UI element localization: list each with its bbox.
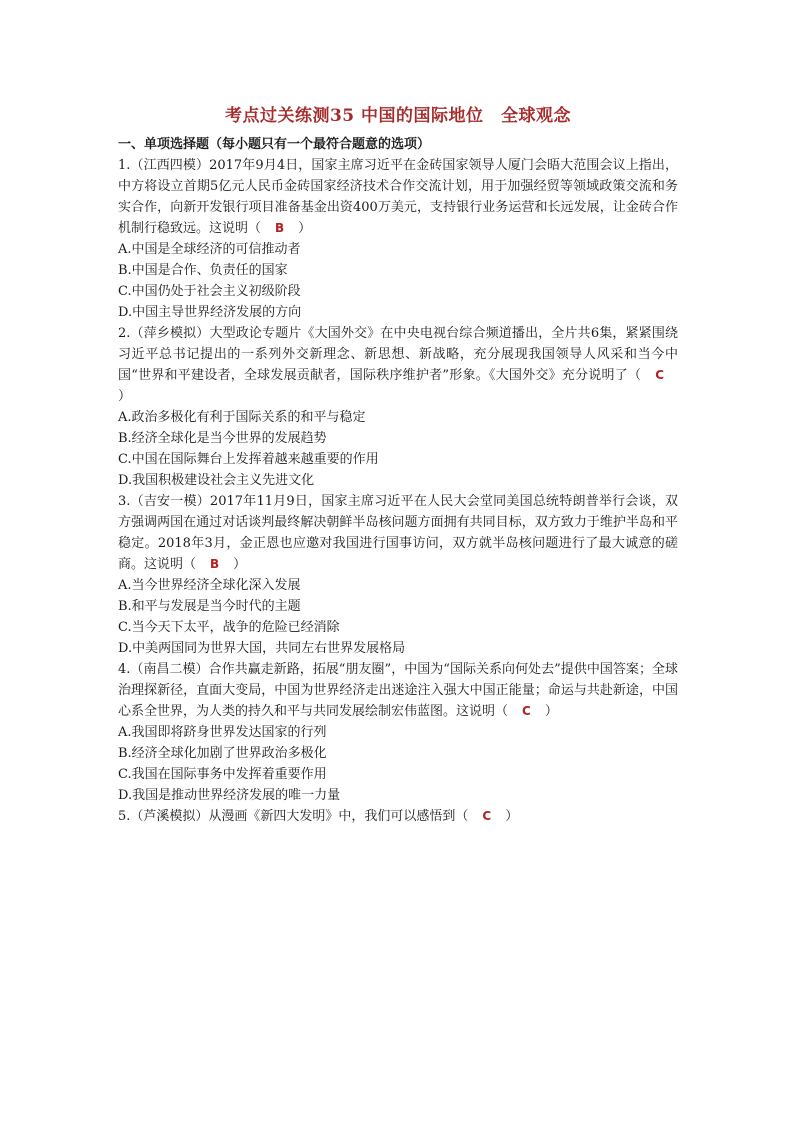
option-a: A.政治多极化有利于国际关系的和平与稳定 bbox=[118, 410, 366, 425]
question-stem-text: 4.（南昌二模）合作共赢走新路，拓展“朋友圈”，中国为“国际关系向何处去”提供中国答案；全球治理探新径，直面大变局，中国为世界经济走出迷途注入强大中国正能量；命运与共赴新途，中国心系全世界，为人类的持久和平与共同发展绘制宏伟蓝图。这说明（ bbox=[118, 662, 678, 719]
answer-mark: B bbox=[210, 557, 220, 571]
question-3 bbox=[118, 491, 678, 659]
question-stem bbox=[118, 806, 678, 827]
option-b: B.和平与发展是当今时代的主题 bbox=[118, 599, 301, 614]
question-stem-close: ） bbox=[233, 557, 247, 572]
question-stem bbox=[118, 323, 678, 407]
option-a: A.当今世界经济全球化深入发展 bbox=[118, 578, 301, 593]
option-b: B.经济全球化是当今世界的发展趋势 bbox=[118, 431, 327, 446]
question-stem-text: 1.（江西四模）2017年9月4日，国家主席习近平在金砖国家领导人厦门会晤大范围会议上指出，中方将设立首期5亿元人民币金砖国家经济技术合作交流计划，用于加强经贸等领域政策交流和务实合作，向新开发银行项目准备基金出资400万美元，支持银行业务运营和长远发展，让金砖合作机制行稳致远。这说明（ bbox=[118, 158, 678, 236]
question-stem-text: 5.（芦溪模拟）从漫画《新四大发明》中，我们可以感悟到（ bbox=[118, 809, 469, 824]
question-stem-close: ） bbox=[298, 221, 312, 236]
option-c: C.当今天下太平，战争的危险已经消除 bbox=[118, 620, 340, 635]
option-list bbox=[118, 407, 678, 491]
answer-mark: C bbox=[482, 809, 492, 823]
question-stem bbox=[118, 659, 678, 722]
section-heading: 一、单项选择题（每小题只有一个最符合题意的选项） bbox=[118, 137, 431, 152]
option-b: B.经济全球化加剧了世界政治多极化 bbox=[118, 746, 327, 761]
option-c: C.我国在国际事务中发挥着重要作用 bbox=[118, 767, 327, 782]
option-a: A.我国即将跻身世界发达国家的行列 bbox=[118, 725, 327, 740]
option-d: D.中国主导世界经济发展的方向 bbox=[118, 305, 302, 320]
option-d: D.我国积极建设社会主义先进文化 bbox=[118, 473, 315, 488]
option-a: A.中国是全球经济的可信推动者 bbox=[118, 242, 301, 257]
question-stem-close: ） bbox=[118, 389, 132, 404]
question-stem bbox=[118, 491, 678, 575]
answer-mark: C bbox=[655, 368, 664, 382]
question-stem-close: ） bbox=[505, 809, 519, 824]
question-stem bbox=[118, 155, 678, 239]
answer-mark: C bbox=[522, 704, 531, 718]
option-list bbox=[118, 575, 678, 659]
question-stem-text: 2.（萍乡模拟）大型政论专题片《大国外交》在中央电视台综合频道播出，全片共6集，紧紧围绕习近平总书记提出的一系列外交新理念、新思想、新战略，充分展现我国领导人风采和当今中国“世界和平建设者，全球发展贡献者，国际秩序维护者”形象。《大国外交》充分说明了（ bbox=[118, 326, 678, 383]
question-1 bbox=[118, 155, 678, 323]
option-list bbox=[118, 239, 678, 323]
answer-mark: B bbox=[275, 221, 285, 235]
option-d: D.中美两国同为世界大国，共同左右世界发展格局 bbox=[118, 641, 406, 656]
option-b: B.中国是合作、负责任的国家 bbox=[118, 263, 288, 278]
document-page bbox=[118, 104, 678, 827]
option-d: D.我国是推动世界经济发展的唯一力量 bbox=[118, 788, 341, 803]
question-stem-close: ） bbox=[544, 704, 558, 719]
question-5 bbox=[118, 806, 678, 827]
option-c: C.中国在国际舞台上发挥着越来越重要的作用 bbox=[118, 452, 379, 467]
question-4 bbox=[118, 659, 678, 806]
question-2 bbox=[118, 323, 678, 491]
option-list bbox=[118, 722, 678, 806]
option-c: C.中国仍处于社会主义初级阶段 bbox=[118, 284, 301, 299]
question-stem-text: 3.（吉安一模）2017年11月9日，国家主席习近平在人民大会堂同美国总统特朗普举行会谈，双方强调两国在通过对话谈判最终解决朝鲜半岛核问题方面拥有共同目标，双方致力于维护半岛和平稳定。2018年3月，金正恩也应邀对我国进行国事访问，双方就半岛核问题进行了最大诚意的磋商。这说明（ bbox=[118, 494, 678, 572]
page-title: 考点过关练测35 中国的国际地位 全球观念 bbox=[224, 106, 572, 126]
